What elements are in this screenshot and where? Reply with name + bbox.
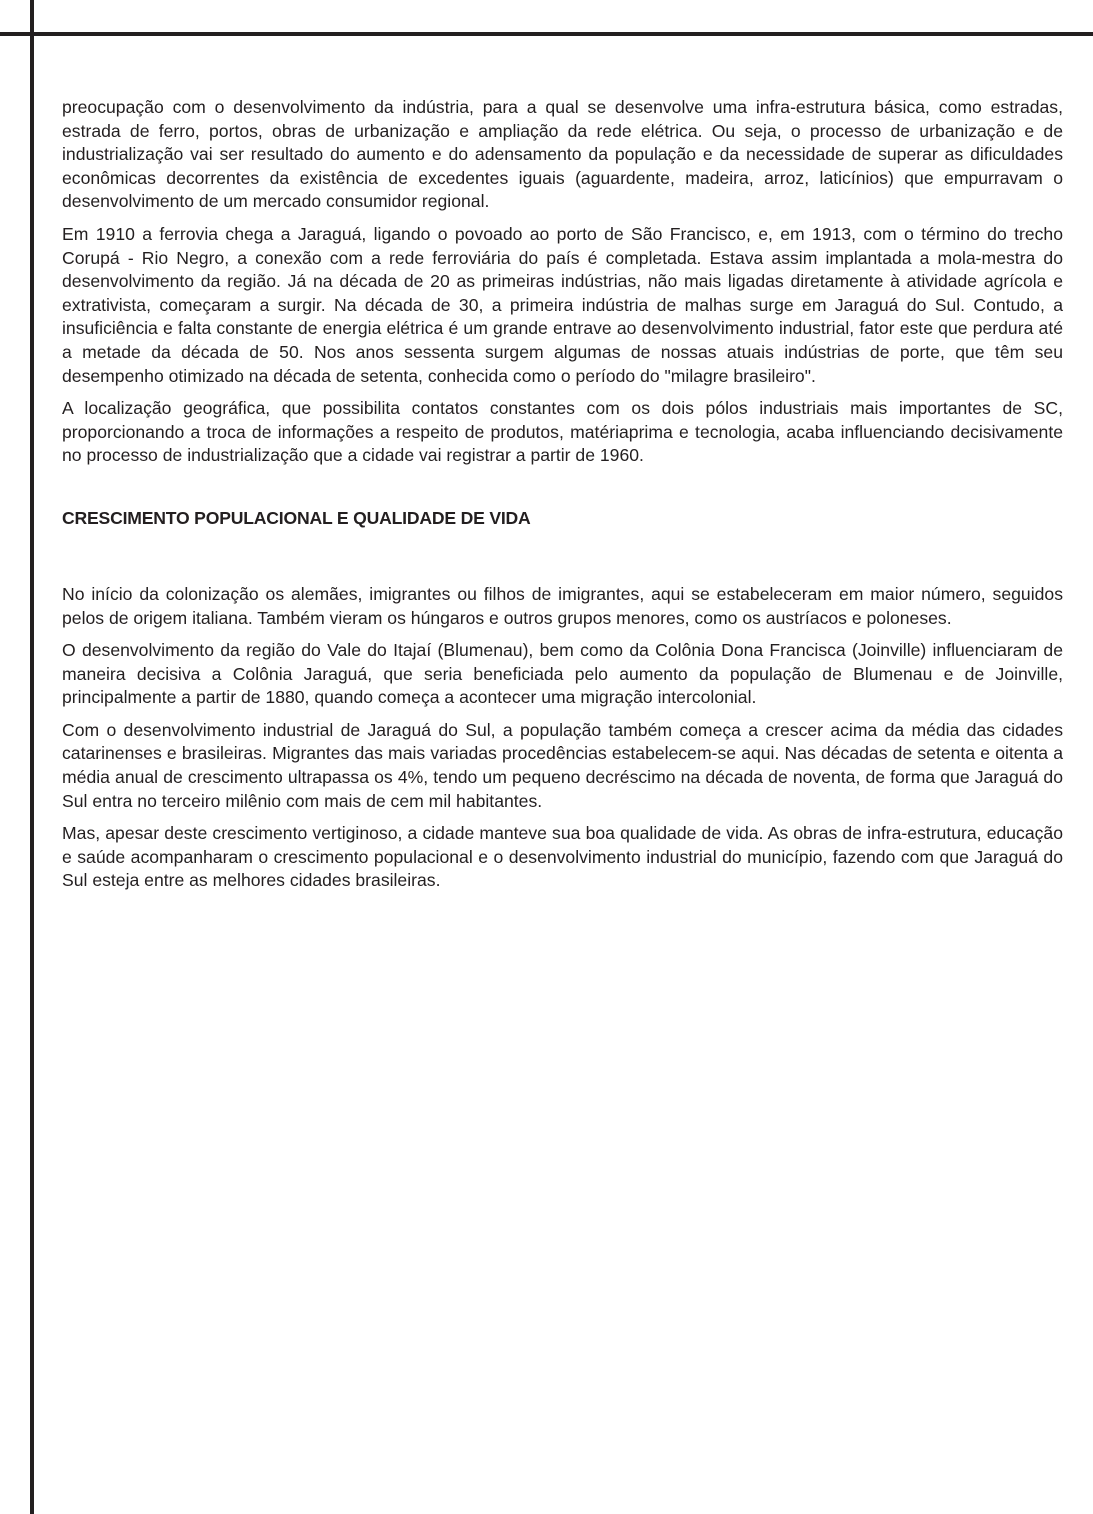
- paragraph-industry-infrastructure: preocupação com o desenvolvimento da indústria, para a qual se desenvolve uma infra-estrutura básica, como estradas, estrada de ferro, portos, obras de urbanização e ampliação da rede elétrica. Ou seja, o processo de urbanização e de industrialização vai ser resultado do aumento e do adensamento da população e da necessidade de superar as dificuldades econômicas decorrentes da existência de excedentes iguais (aguardente, madeira, arroz, laticínios) que empurravam o desenvolvimento de um mercado consumidor regional.: [62, 97, 1063, 212]
- section-heading-population: CRESCIMENTO POPULACIONAL E QUALIDADE DE VIDA: [62, 507, 531, 528]
- document-body: [62, 96, 1063, 902]
- paragraph-railway-history: Em 1910 a ferrovia chega a Jaraguá, ligando o povoado ao porto de São Francisco, e, em 1913, com o término do trecho Corupá - Rio Negro, a conexão com a rede ferroviária do país é completada. Estava assim implantada a mola-mestra do desenvolvimento da região. Já na década de 20 as primeiras indústrias, não mais ligadas diretamente à atividade agrícola e extrativista, começaram a surgir. Na década de 30, a primeira indústria de malhas surge em Jaraguá do Sul. Contudo, a insuficiência e falta constante de energia elétrica é um grande entrave ao desenvolvimento industrial, fator este que perdura até a metade da década de 50. Nos anos sessenta surgem algumas de nossas atuais indústrias de porte, que têm seu desempenho otimizado na década de setenta, conhecida como o período do "milagre brasileiro".: [62, 223, 1063, 386]
- paragraph-geographic-location: A localização geográfica, que possibilita contatos constantes com os dois pólos industriais mais importantes de SC, proporcionando a troca de informações a respeito de produtos, matériaprima e tecnologia, acaba influenciando decisivamente no processo de industrialização que a cidade vai registrar a partir de 1960.: [62, 398, 1063, 466]
- paragraph-population-growth: Com o desenvolvimento industrial de Jaraguá do Sul, a população também começa a crescer acima da média das cidades catarinenses e brasileiras. Migrantes das mais variadas procedências estabelecem-se aqui. Nas décadas de setenta e oitenta a média anual de crescimento ultrapassa os 4%, tendo um pequeno decréscimo na década de noventa, de forma que Jaraguá do Sul entra no terceiro milênio com mais de cem mil habitantes.: [62, 719, 1063, 811]
- left-margin-rule: [30, 0, 34, 1514]
- top-rule: [0, 32, 1093, 36]
- paragraph-regional-influence: O desenvolvimento da região do Vale do Itajaí (Blumenau), bem como da Colônia Dona Francisca (Joinville) influenciaram de maneira decisiva a Colônia Jaraguá, que seria beneficiada pelo aumento da população de Blumenau e de Joinville, principalmente a partir de 1880, quando começa a acontecer uma migração intercolonial.: [62, 640, 1063, 708]
- paragraph-colonization: No início da colonização os alemães, imigrantes ou filhos de imigrantes, aqui se estabeleceram em maior número, seguidos pelos de origem italiana. Também vieram os húngaros e outros grupos menores, como os austríacos e poloneses.: [62, 583, 1063, 628]
- paragraph-quality-of-life: Mas, apesar deste crescimento vertiginoso, a cidade manteve sua boa qualidade de vida. As obras de infra-estrutura, educação e saúde acompanharam o crescimento populacional e o desenvolvimento industrial do município, fazendo com que Jaraguá do Sul esteja entre as melhores cidades brasileiras.: [62, 823, 1063, 891]
